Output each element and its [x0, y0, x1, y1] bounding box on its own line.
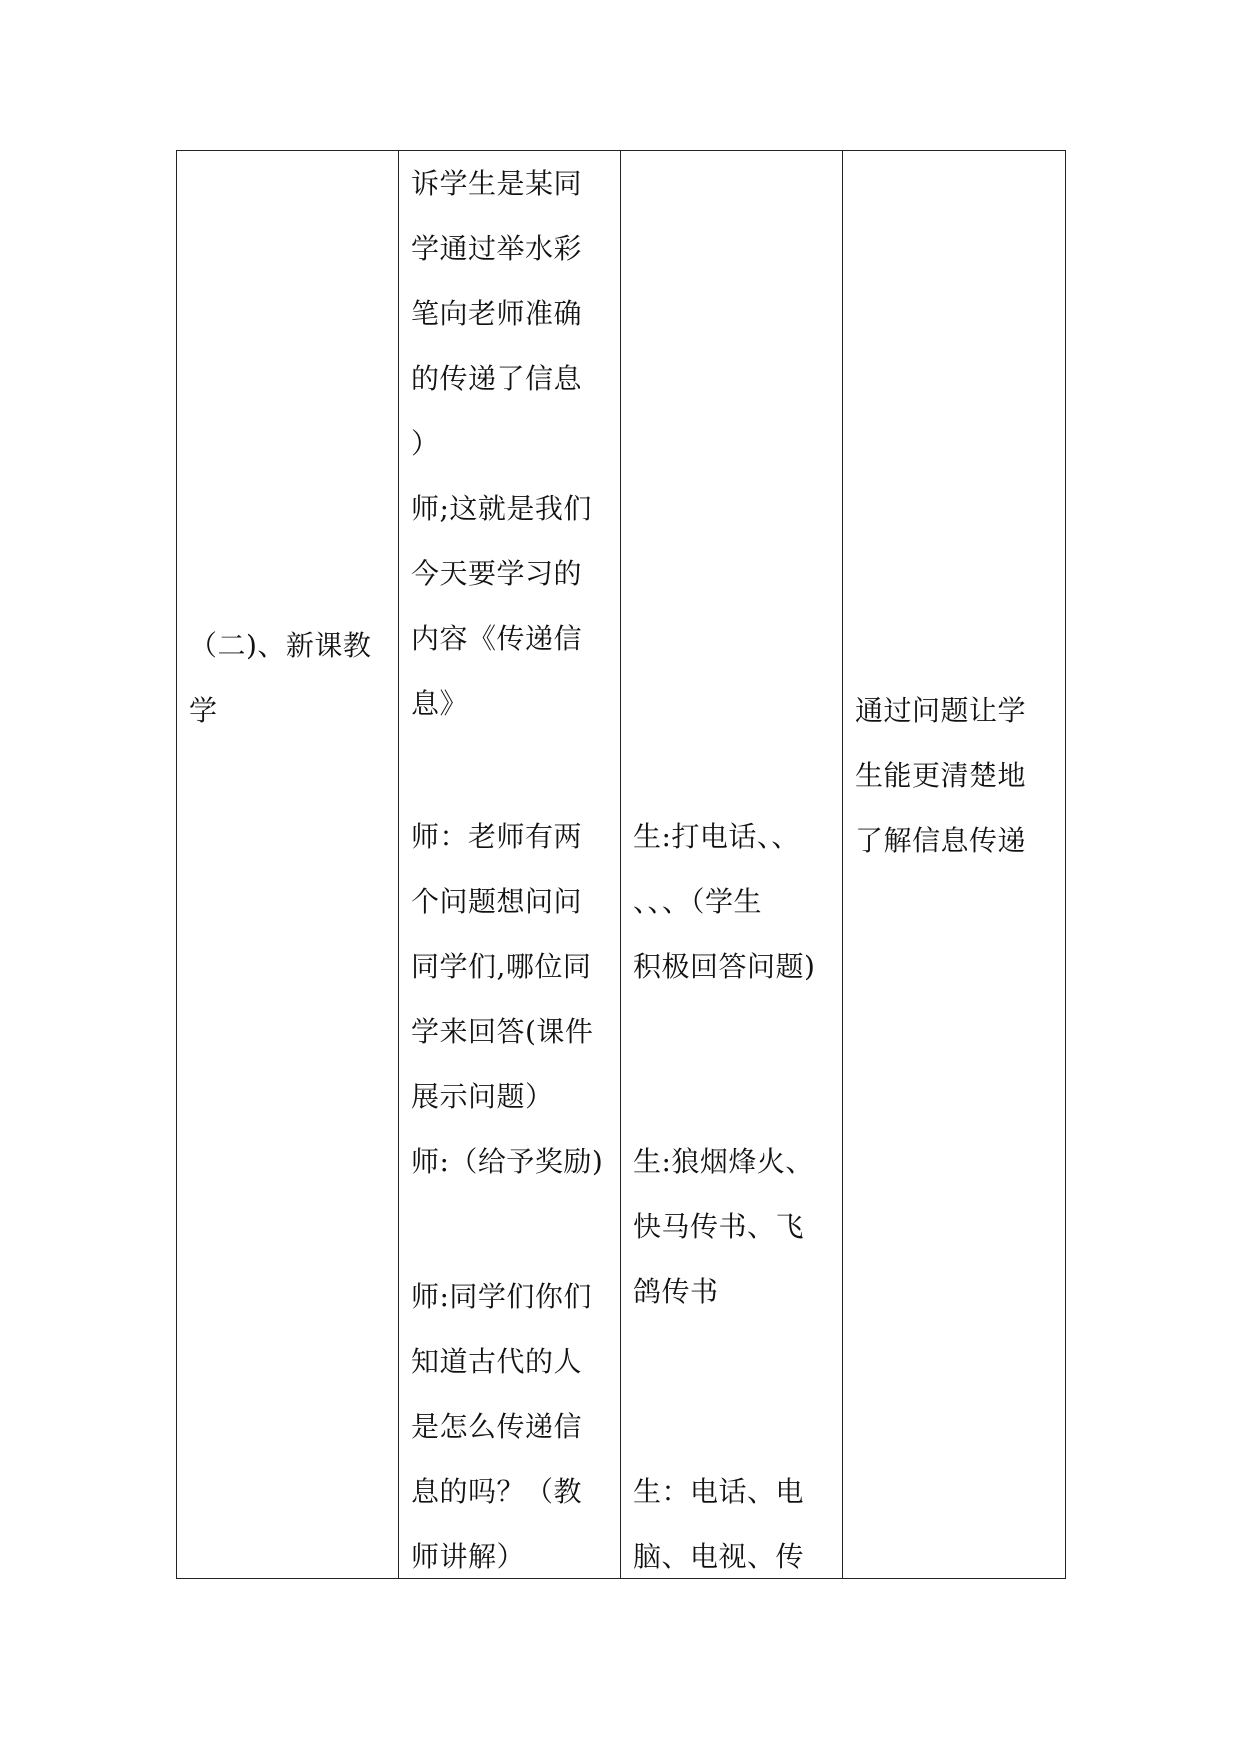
teacher-text-block-3: 师:同学们你们 知道古代的人 是怎么传递信 息的吗？（教 师讲解）	[411, 1280, 592, 1573]
design-intent-cell	[843, 151, 1066, 1579]
teacher-activity-cell	[399, 151, 621, 1579]
lesson-plan-table	[176, 150, 1066, 1579]
teacher-text-block-2: 师：老师有两 个问题想问问 同学们,哪位同 学来回答(课件 展示问题） 师:（给予奖励)	[411, 820, 604, 1178]
design-intent-text: 通过问题让学 生能更清楚地 了解信息传递	[855, 694, 1027, 857]
student-activity-cell	[621, 151, 843, 1579]
student-text-block-3: 生：电话、电 脑、电视、传	[633, 1475, 805, 1573]
stage-text: （二)、新课教 学	[189, 629, 372, 727]
student-text-block-1: 生:打电话、、 、、、（学生 积极回答问题)	[633, 820, 816, 983]
student-text-block-2: 生:狼烟烽火、 快马传书、飞 鸽传书	[633, 1145, 814, 1308]
stage-cell	[177, 151, 399, 1579]
teacher-text-block-1: 诉学生是某同 学通过举水彩 笔向老师准确 的传递了信息 ） 师;这就是我们 今天要学习的 内容《传递信 息》	[411, 167, 592, 720]
table-row	[177, 151, 1066, 1579]
